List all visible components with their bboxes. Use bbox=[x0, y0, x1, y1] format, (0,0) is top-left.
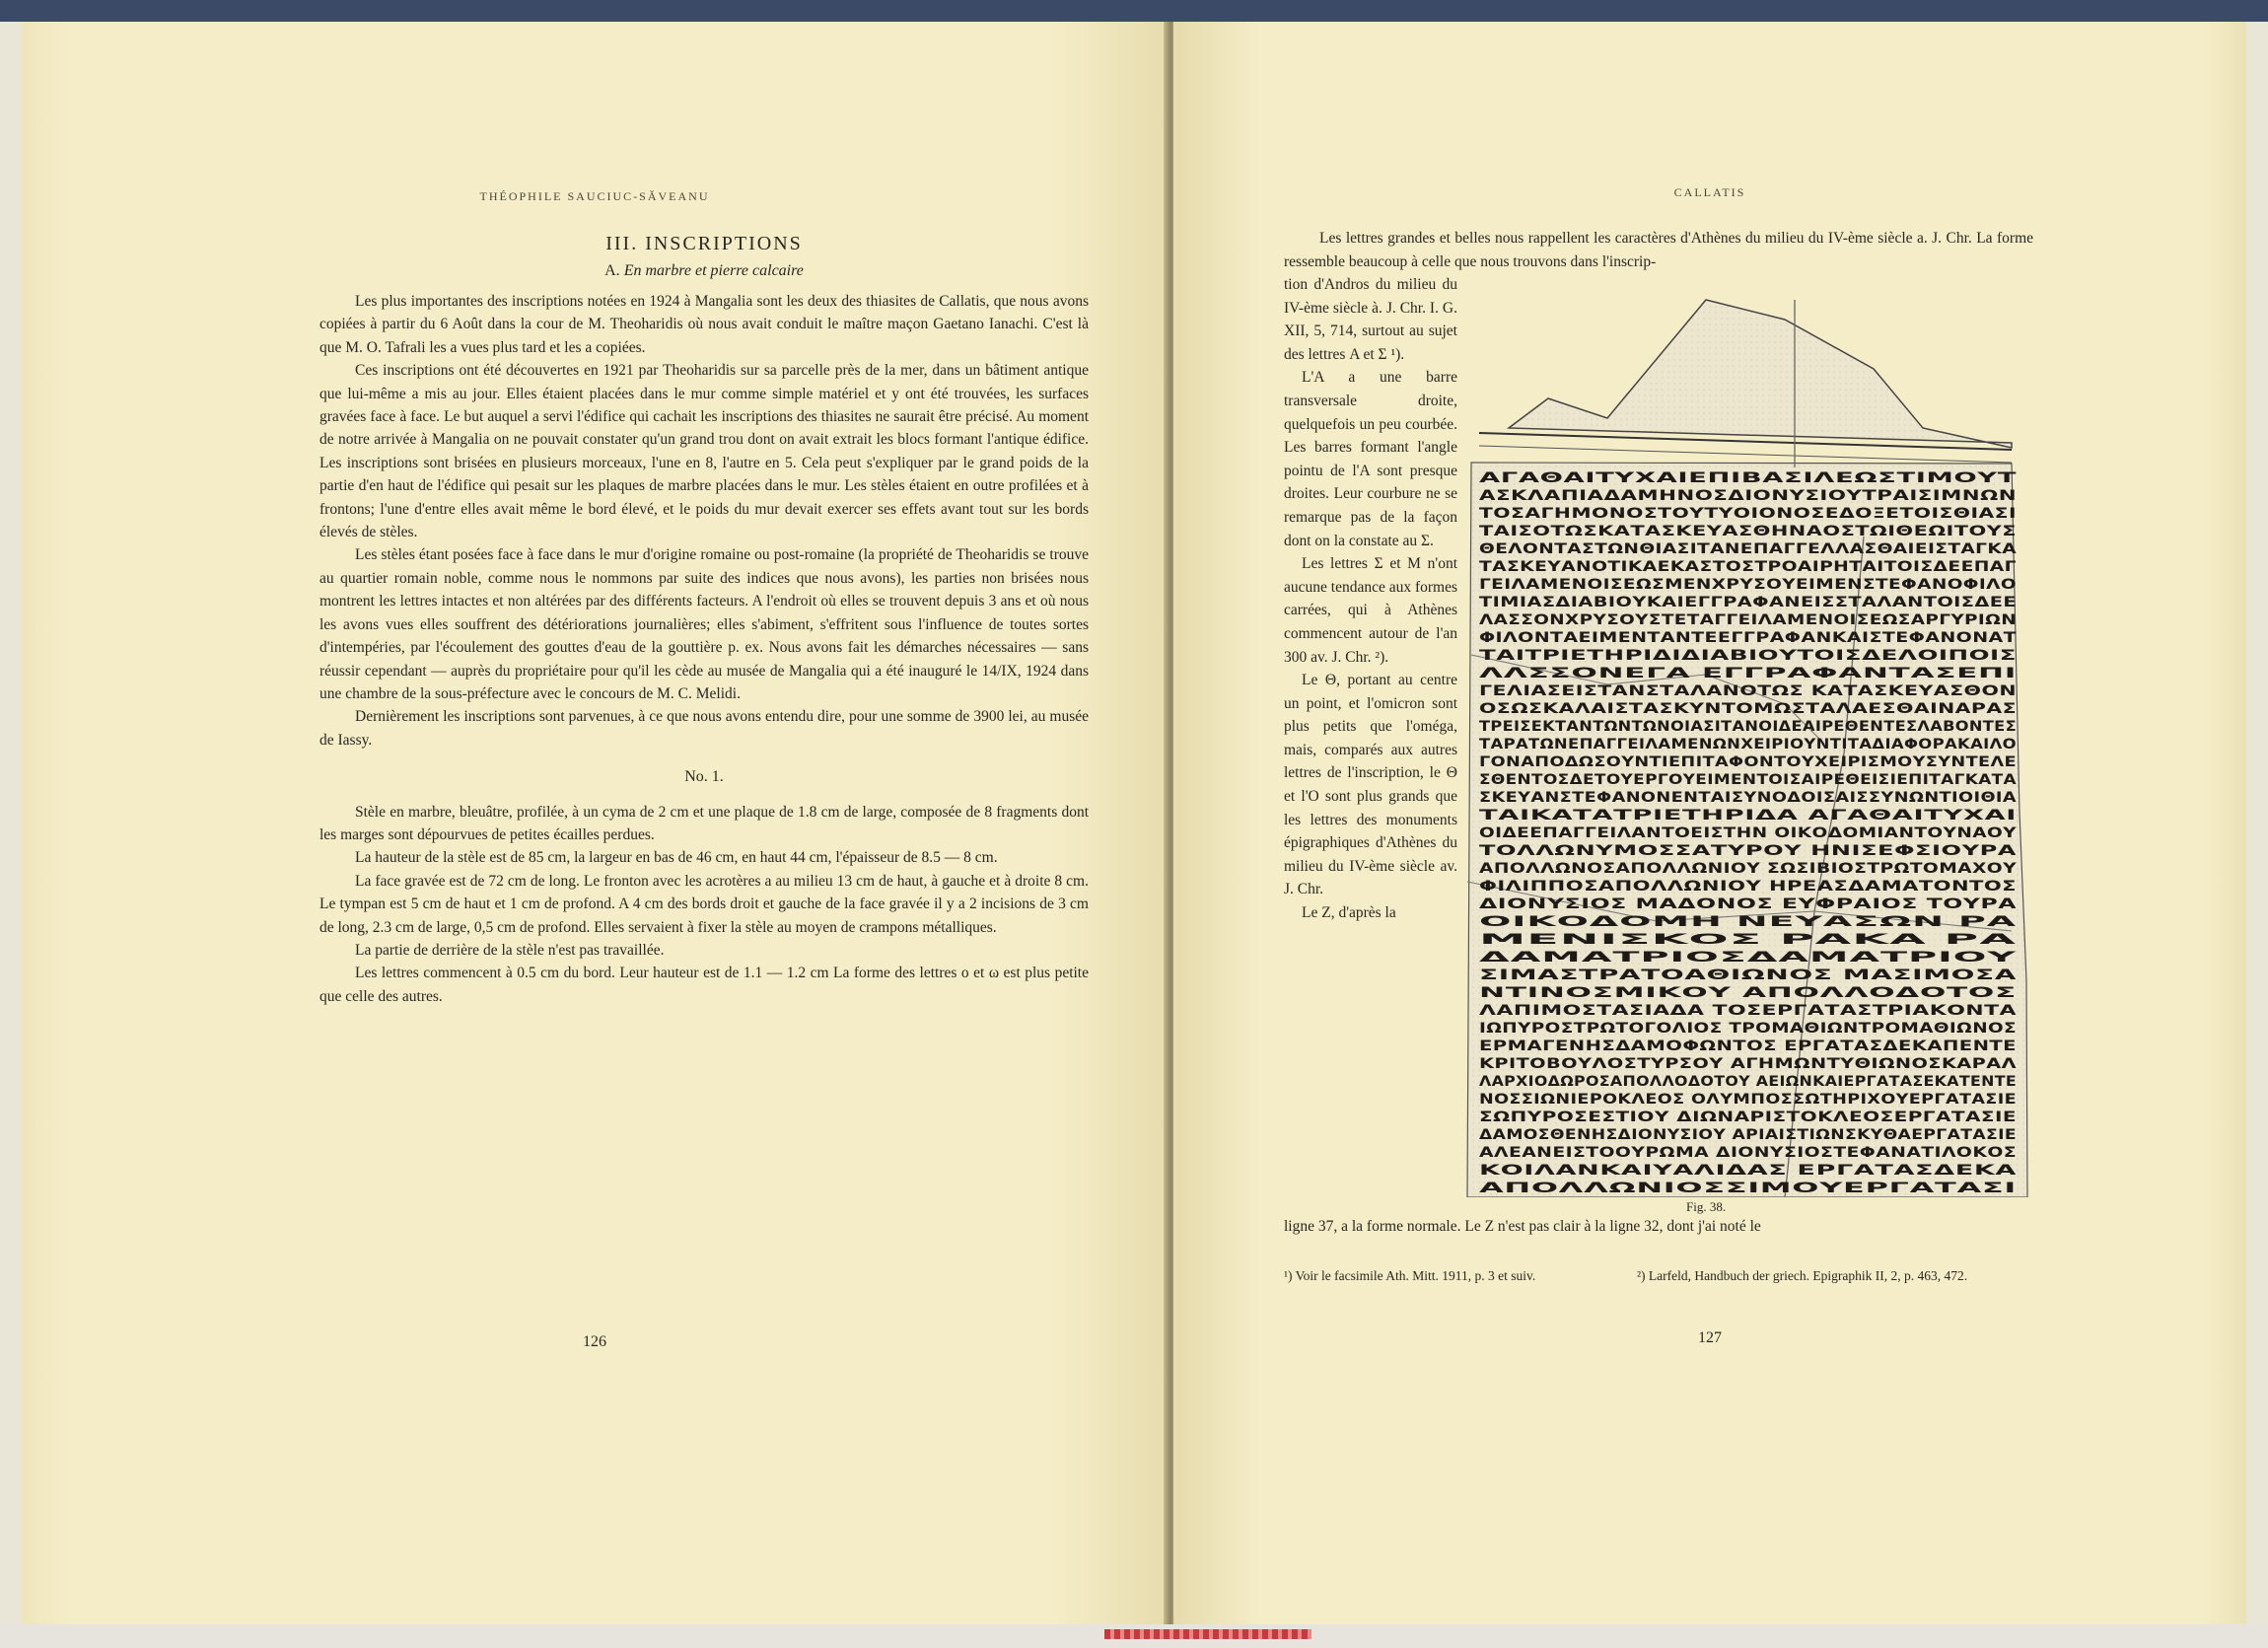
inscription-line: ΑΠΟΛΛΩΝΙΟΣΣΙΜΟΥΕΡΓΑΤΑΣΙ bbox=[1479, 1181, 2017, 1196]
inscription-line: ΜΕΝΙΣΚΟΣ ΡΑΚΑ ΡΑ bbox=[1479, 932, 2017, 948]
inscription-line: ΣΙΜΑΣΤΡΑΤΟΑΘΙΩΝΟΣ ΜΑΣΙΜΟΣΑ bbox=[1479, 967, 2017, 983]
paragraph: Dernièrement les inscriptions sont parvenues, à ce que nous avons entendu dire, pour une somme de 3900 lei, au musée de Iassy. bbox=[319, 708, 1089, 749]
inscription-line: ΓΟΝΑΠΟΔΩΣΟΥΝΤΙΕΠΙΤΑΦΟΝΤΟΥΧΕΙΡΙΣΜΟΥΣΥΝΤΕΛΕ bbox=[1479, 754, 2017, 770]
paragraph: La partie de derrière de la stèle n'est pas travaillée. bbox=[355, 941, 665, 959]
paragraph: Les lettres grandes et belles nous rappellent les caractères d'Athènes du milieu du IV-ème siècle a. J. Chr. La forme ressemble beaucoup à celle que nous trouvons dans l'inscrip- bbox=[1284, 230, 2033, 270]
inscription-line: ΔΑΜΑΤΡΙΟΣΔΑΜΑΤΡΙΟΥ bbox=[1479, 950, 2019, 966]
inscription-line: ΣΘΕΝΤΟΣΔΕΤΟΥΕΡΓΟΥΕΙΜΕΝΤΟΙΣΑΙΡΕΘΕΙΣΙΕΠΙΤΑΓΚΑΤΑ bbox=[1479, 772, 2017, 788]
inscription-line: ΑΛΕΑΝΕΙΣΤΟΟΥΡΩΜΑ ΔΙΟΝΥΣΙΟΣΤΕΦΑΝΑΤΙΛΟΚΟΣ bbox=[1479, 1145, 2017, 1161]
inscription-line: ΟΙΔΕΕΠΑΓΓΕΙΛΑΝΤΟΕΙΣΤΗΝ ΟΙΚΟΔΟΜΙΑΝΤΟΥΝΑΟΥ bbox=[1479, 825, 2018, 841]
inscription-line: ΟΙΚΟΔΟΜΗ ΝΕΥΑΣΩΝ ΡΑ bbox=[1479, 914, 2017, 930]
inscription-line: ΓΕΛΙΑΣΕΙΣΤΑΝΣΤΑΛΑΝΟΤΩΣ ΚΑΤΑΣΚΕΥΑΣΘΟΝ bbox=[1479, 683, 2017, 699]
inscription-line: ΦΙΛΟΝΤΑΕΙΜΕΝΤΑΝΤΕΕΓΓΡΑΦΑΝΚΑΙΣΤΕΦΑΝΟΝΑΤ bbox=[1479, 630, 2018, 646]
inscription-line: ΤΟΣΑΓΗΜΟΝΟΣΤΟΥΤΥΟΙΟΝΟΣΕΔΟΞΕΤΟΙΣΘΙΑΣΙ bbox=[1479, 506, 2017, 522]
inscription-line: ΑΣΚΛΑΠΙΑΔΑΜΗΝΟΣΔΙΟΝΥΣΙΟΥΤΡΑΙΣΙΜΝΩΝ bbox=[1479, 488, 2017, 504]
inscription-line: ΝΟΣΣΙΩΝΙΕΡΟΚΛΕΟΣ ΟΛΥΜΠΟΣΣΩΤΗΡΙΧΟΥΕΡΓΑΤΑΣΙΕ bbox=[1479, 1092, 2017, 1108]
inscription-line: ΦΙΛΙΠΠΟΣΑΠΟΛΛΩΝΙΟΥ ΗΡΕΑΣΔΑΜΑΤΟΝΤΟΣ bbox=[1479, 879, 2017, 895]
left-body bbox=[319, 290, 1089, 1008]
section-title: III. INSCRIPTIONS bbox=[605, 233, 803, 254]
paragraph: ligne 37, a la forme normale. Le Ζ n'est pas clair à la ligne 32, dont j'ai noté le bbox=[1284, 1218, 1761, 1235]
running-head-left: THÉOPHILE SAUCIUC-SĂVEANU bbox=[479, 189, 710, 203]
bookmark-ribbon bbox=[1104, 1629, 1311, 1639]
subsection-text: En marbre et pierre calcaire bbox=[623, 262, 804, 279]
figure-caption: Fig. 38. bbox=[1686, 1199, 1727, 1214]
running-head-right: CALLATIS bbox=[1673, 185, 1746, 199]
inscription-stele-figure bbox=[1459, 280, 2041, 1197]
paragraph: Stèle en marbre, bleuâtre, profilée, à un cyma de 2 cm et une plaque de 1.8 cm de large, composée de 8 fragments dont les marges sont dépourvues de petites écailles perdues. bbox=[319, 803, 1089, 843]
inscription-line: ΔΙΟΝΥΣΙΟΣ ΜΑΔΟΝΟΣ ΕΥΦΡΑΙΟΣ ΤΟΥΡΑ bbox=[1479, 896, 2017, 912]
footnote-1: ¹) Voir le facsimile Ath. Mitt. 1911, p. 3 et suiv. bbox=[1284, 1268, 1536, 1283]
inscription-line: ΤΟΛΛΩΝΥΜΟΣΣΑΤΥΡΟΥ ΗΝΙΣΕΦΣΙΟΥΡΑ bbox=[1479, 843, 2017, 859]
inscription-line: ΟΣΩΣΚΑΛΑΙΣΤΑΣΚΥΝΤΟΜΩΣΤΑΛΑΕΣΘΑΙΝΑΡΑΣ bbox=[1479, 701, 2017, 717]
left-page bbox=[22, 22, 1168, 1624]
inscription-line: ΤΑΙΤΡΙΕΤΗΡΙΔΙΔΙΑΒΙΟΥΤΟΙΣΔΕΛΟΙΠΟΙΣ bbox=[1479, 648, 2017, 664]
inscription-line: ΤΡΕΙΣΕΚΤΑΝΤΩΝΤΩΝΟΙΑΣΙΤΑΝΟΙΔΕΑΙΡΕΘΕΝΤΕΣΛΑΒΟΝΤΕΣ bbox=[1479, 719, 2017, 735]
inscription-line: ΤΑΣΚΕΥΑΝΟΤΙΚΑΕΚΑΣΤΟΣΤΡΟΑΙΡΗΤΑΙΤΟΙΣΔΕΕΠΑΓ bbox=[1479, 559, 2017, 575]
inscription-line: ΛΛΣΣΟΝΕΓΑ ΕΓΓΡΑΦΑΝΤΑΣΕΠΙ bbox=[1479, 666, 2017, 681]
inscription-line: ΝΤΙΝΟΣΜΙΚΟΥ ΑΠΟΛΛΟΔΟΤΟΣ bbox=[1479, 985, 2017, 1001]
inscription-line: ΙΩΠΥΡΟΣΤΡΩΤΟΓΟΛΙΟΣ ΤΡΟΜΑΘΙΩΝΤΡΟΜΑΘΙΩΝΟΣ bbox=[1479, 1021, 2017, 1037]
inscription-line: ΛΑΣΣΟΝΧΡΥΣΟΥΣΤΕΤΑΓΓΕΙΛΑΜΕΝΟΙΣΕΩΣΑΡΓΥΡΙΩΝ bbox=[1479, 612, 2017, 628]
paragraph: L'Α a une barre transversale droite, quelquefois un peu courbée. Les barres formant l'angle pointu de l'Α sont presque droites. Leur courbure ne se remarque pas de la façon dont on la constate au Σ. bbox=[1284, 369, 1457, 549]
paragraph: Les plus importantes des inscriptions notées en 1924 à Mangalia sont les deux des thiasites de Callatis, que nous avons copiées à partir du 6 Août dans la cour de M. Theoharidis où nous avait conduit le maître maçon Gaetano Ianachi. C'est là que M. O. Tafrali les a vues plus tard et les a copiées. bbox=[319, 293, 1089, 356]
inscription-line: ΓΕΙΛΑΜΕΝΟΙΣΕΩΣΜΕΝΧΡΥΣΟΥΕΙΜΕΝΣΤΕΦΑΝΟΦΙΛΟ bbox=[1479, 577, 2017, 593]
right-page bbox=[1173, 22, 2246, 1624]
paragraph: La hauteur de la stèle est de 85 cm, la largeur en bas de 46 cm, en haut 44 cm, l'épaisseur de 8.5 — 8 cm. bbox=[355, 849, 998, 867]
inscription-line: ΑΠΟΛΛΩΝΟΣΑΠΟΛΛΩΝΙΟΥ ΣΩΣΙΒΙΟΣΤΡΩΤΟΜΑΧΟΥ bbox=[1479, 861, 2018, 877]
inscription-line: ΣΩΠΥΡΟΣΕΣΤΙΟΥ ΔΙΩΝΑΡΙΣΤΟΚΛΕΟΣΕΡΓΑΤΑΣΙΕ bbox=[1479, 1110, 2017, 1125]
paragraph: La face gravée est de 72 cm de long. Le fronton avec les acrotères a au milieu 13 cm de haut, à gauche et à droite 8 cm. Le tympan est 5 cm de haut et 1 cm de profond. A 4 cm des bords droit et gauche de la face gravée il y a 2 incisions de 3 cm de long, 2.3 cm de large, 0,5 cm de profond. Elles servaient à fixer la stèle au moyen de crampons métalliques. bbox=[319, 872, 1089, 936]
paragraph: Les stèles étant posées face à face dans le mur d'origine romaine ou post-romaine (la propriété de Theoharidis se trouve au quartier romain noble, comme nous le nommons par suite des indices que nous avons), les parties non brisées nous montrent les lettres intactes et non altérées par des différents facteurs. A l'endroit où elles se trouvent depuis 3 ans et où nous les avons vues elles souffrent des détériorations journalières; elles s'abiment, s'effritent sous l'influence de toutes sortes d'intempéries, par l'écoulement des gouttes d'eau de la gouttière p. ex. Nous avons fait les démarches nécessaires — sans réussir cependant — auprès du propriétaire pour qu'il les cède au musée de Mangalia qui a été inauguré le 14/IX, 1924 dans une chambre de la sous-préfecture avec le concours de M. C. Melidi. bbox=[319, 546, 1089, 702]
page-number-left: 126 bbox=[583, 1333, 606, 1350]
stele-pediment bbox=[1509, 300, 2012, 448]
inscription-line: ΤΑΙΚΑΤΑΤΡΙΕΤΗΡΙΔΑ ΑΓΑΘΑΙΤΥΧΑΙ bbox=[1479, 808, 2017, 824]
page-number-right: 127 bbox=[1698, 1329, 1722, 1346]
subsection-prefix: A. bbox=[604, 262, 620, 279]
paragraph: tion d'Andros du milieu du IV-ème siècle à. J. Chr. I. G. XII, 5, 714, surtout au sujet des lettres Α et Σ ¹). bbox=[1284, 276, 1457, 363]
subsection-title bbox=[319, 262, 1089, 280]
right-intro-text bbox=[1284, 227, 2033, 273]
inscription-line: ΤΑΙΣΟΤΩΣΚΑΤΑΣΚΕΥΑΣΘΗΝΑΟΣΤΩΙΘΕΩΙΤΟΥΣ bbox=[1479, 524, 2017, 539]
inscription-line: ΛΑΡΧΙΟΔΩΡΟΣΑΠΟΛΛΟΔΟΤΟΥ ΑΕΙΩΝΚΑΙΕΡΓΑΤΑΣΕΚΑΤΕΝΤΕ bbox=[1479, 1074, 2017, 1090]
paragraph: Les lettres commencent à 0.5 cm du bord. Leur hauteur est de 1.1 — 1.2 cm La forme des lettres ο et ω est plus petite que celle des autres. bbox=[319, 965, 1089, 1005]
inscription-line: ΕΡΜΑΓΕΝΗΣΔΑΜΟΦΩΝΤΟΣ ΕΡΓΑΤΑΣΔΕΚΑΠΕΝΤΕ bbox=[1479, 1039, 2017, 1054]
inscription-text bbox=[1479, 470, 2019, 1196]
paragraph: Les lettres Σ et Μ n'ont aucune tendance aux formes carrées, qui à Athènes commencent autour de l'an 300 av. J. Chr. ²). bbox=[1284, 555, 1458, 666]
inscription-line: ΤΑΡΑΤΩΝΕΠΑΓΓΕΙΛΑΜΕΝΩΝΧΕΙΡΙΟΥΝΤΙΤΑΔΙΑΦΟΡΑΚΑΙΛΟ bbox=[1479, 737, 2017, 752]
inscription-line: ΔΑΜΟΣΘΕΝΗΣΔΙΟΝΥΣΙΟΥ ΑΡΙΑΙΣΤΙΩΝΣΚΥΘΑΕΡΓΑΤΑΣΙΕ bbox=[1479, 1127, 2017, 1143]
paragraph: Ces inscriptions ont été découvertes en 1921 par Theoharidis sur sa parcelle près de la mer, dans un bâtiment antique que lui-même a mis au jour. Elles étaient placées dans le mur comme simple matériel et y ont été trouvées, les surfaces gravées face à face. Le but auquel a servi l'édifice qui cachait les inscriptions des thiasites ne saurait être précisé. Au moment de notre arrivée à Mangalia on ne pouvait constater qu'un grand trou dont on avait extrait les blocs formant l'antique édifice. Les inscriptions sont brisées en plusieurs morceaux, l'une en 8, l'autre en 5. Cela peut s'expliquer par le grand poids de la partie d'en haut de l'édifice qui pesait sur les plaques de marbre placées dans le mur. Les stèles étaient en outre profilées et à frontons; l'une d'entre elles avait même le bord élevé, et le poids du mur devait exercer ses effets avant tout sur les bords élevés de stèles. bbox=[319, 362, 1089, 541]
inscription-line: ΘΕΛΟΝΤΑΣΤΩΝΘΙΑΣΙΤΑΝΕΠΑΓΓΕΛΛΑΣΘΑΙΕΙΣΤΑΓΚΑ bbox=[1479, 541, 2017, 557]
inscription-line: ΤΙΜΙΑΣΔΙΑΒΙΟΥΚΑΙΕΓΓΡΑΦΑΝΕΙΣΣΤΑΛΑΝΤΟΙΣΔΕΕ bbox=[1479, 595, 2017, 610]
paragraph: Le Ζ, d'après la bbox=[1302, 904, 1396, 922]
inscription-line: ΛΑΠΙΜΟΣΤΑΣΙΑΔΑ ΤΟΣΕΡΓΑΤΑΣΤΡΙΑΚΟΝΤΑ bbox=[1479, 1003, 2017, 1019]
paragraph: Le Θ, portant au centre un point, et l'omicron sont plus petits que l'oméga, mais, comparés aux autres lettres de l'inscription, le Θ et l'Ο sont plus grands que les lettres des monuments épigraphiques d'Athènes du milieu du IV-ème siècle av. J. Chr. bbox=[1284, 672, 1457, 898]
inscription-line: ΚΡΙΤΟΒΟΥΛΟΣΤΥΡΣΟΥ ΑΓΗΜΩΝΤΥΘΙΩΝΟΣΚΑΡΑΛ bbox=[1479, 1056, 2017, 1072]
inscription-line: ΚΟΙΛΑΝΚΑΙΥΑΛΙΔΑΣ ΕΡΓΑΤΑΣΔΕΚΑ bbox=[1479, 1163, 2017, 1179]
inscription-line: ΑΓΑΘΑΙΤΥΧΑΙΕΠΙΒΑΣΙΛΕΩΣΤΙΜΟΥΤ bbox=[1479, 470, 2018, 486]
right-tail-text bbox=[1284, 1215, 2033, 1239]
footnote-2: ²) Larfeld, Handbuch der griech. Epigraphik II, 2, p. 463, 472. bbox=[1637, 1268, 1968, 1283]
inscription-line: ΣΚΕΥΑΝΣΤΕΦΑΝΟΝΕΝΤΑΙΣΥΝΟΔΟΙΣΑΙΣΣΥΝΩΝΤΙΟΙΘΙΑ bbox=[1479, 790, 2017, 806]
inscription-number: No. 1. bbox=[684, 768, 724, 786]
right-narrow-column bbox=[1284, 273, 1457, 925]
